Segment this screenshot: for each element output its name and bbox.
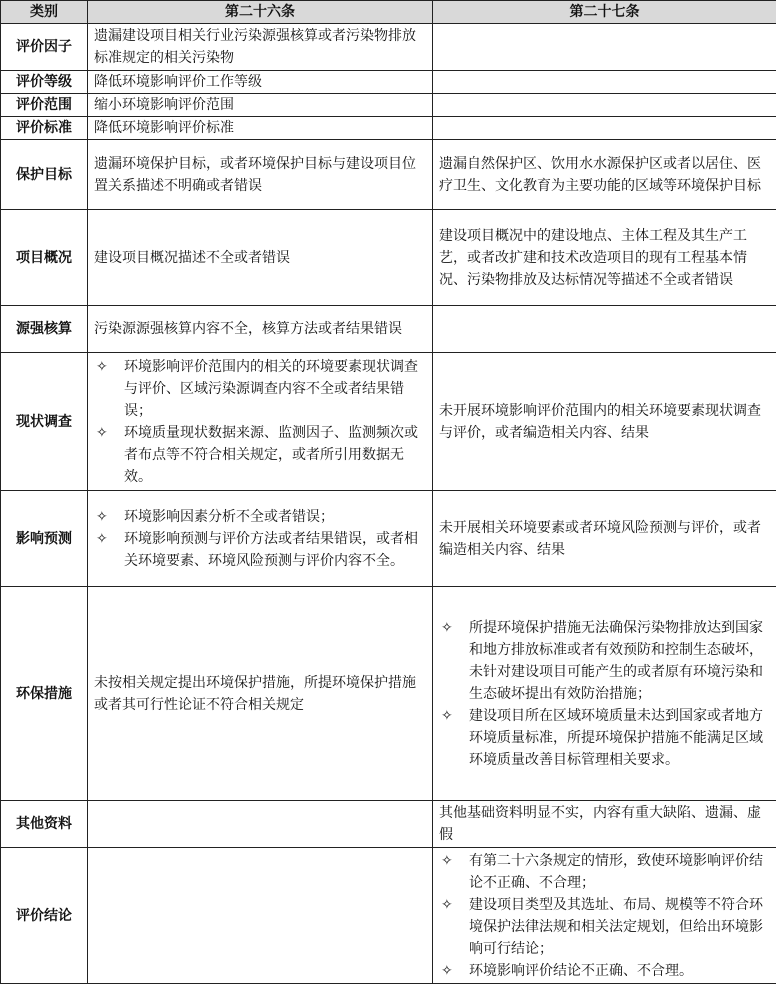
category-cell: 评价因子	[1, 24, 88, 71]
article-27-cell	[433, 24, 776, 71]
category-cell: 环保措施	[1, 587, 88, 801]
category-cell: 影响预测	[1, 491, 88, 587]
article-26-cell: 建设项目概况描述不全或者错误	[88, 210, 433, 306]
table-row	[1, 140, 776, 210]
bullet-item	[94, 356, 426, 422]
article-27-cell	[433, 848, 776, 984]
bullet-marker-icon: ✧	[96, 530, 108, 547]
category-cell: 评价结论	[1, 848, 88, 984]
table-row	[1, 848, 776, 984]
article-27-cell: 遗漏自然保护区、饮用水水源保护区或者以居住、医疗卫生、文化教育为主要功能的区域等环境保护目标	[433, 140, 776, 210]
category-cell: 源强核算	[1, 306, 88, 353]
bullet-marker-icon: ✧	[441, 852, 453, 869]
bullet-item	[94, 528, 426, 572]
article-26-cell: 缩小环境影响评价范围	[88, 94, 433, 117]
article-26-cell: 遗漏环境保护目标，或者环境保护目标与建设项目位置关系描述不明确或者错误	[88, 140, 433, 210]
article-27-cell	[433, 94, 776, 117]
article-27-cell	[433, 306, 776, 353]
table-row	[1, 801, 776, 848]
article-26-cell: 污染源源强核算内容不全，核算方法或者结果错误	[88, 306, 433, 353]
article-27-cell: 未开展环境影响评价范围内的相关环境要素现状调查与评价，或者编造相关内容、结果	[433, 353, 776, 491]
table-row	[1, 71, 776, 94]
table-row	[1, 491, 776, 587]
article-27-cell: 未开展相关环境要素或者环境风险预测与评价，或者编造相关内容、结果	[433, 491, 776, 587]
article-26-cell: 降低环境影响评价标准	[88, 117, 433, 140]
article-26-cell: 降低环境影响评价工作等级	[88, 71, 433, 94]
table-row	[1, 94, 776, 117]
bullet-text: 建设项目所在区域环境质量未达到国家或者地方环境质量标准，所提环境保护措施不能满足区域环境质量改善目标管理相关要求。	[469, 707, 763, 768]
bullet-marker-icon: ✧	[441, 619, 453, 636]
bullet-text: 建设项目类型及其选址、布局、规模等不符合环境保护法律法规和相关法定规划，但给出环境影响可行结论；	[469, 896, 763, 957]
bullet-marker-icon: ✧	[96, 358, 108, 375]
category-cell: 评价标准	[1, 117, 88, 140]
article-26-cell: 遗漏建设项目相关行业污染源强核算或者污染物排放标准规定的相关污染物	[88, 24, 433, 71]
article-27-cell: 建设项目概况中的建设地点、主体工程及其生产工艺，或者改扩建和技术改造项目的现有工程基本情况、污染物排放及达标情况等描述不全或者错误	[433, 210, 776, 306]
bullet-item	[439, 617, 770, 705]
category-cell: 保护目标	[1, 140, 88, 210]
bullet-text: 环境影响预测与评价方法或者结果错误，或者相关环境要素、环境风险预测与评价内容不全。	[124, 530, 418, 569]
table-row	[1, 210, 776, 306]
article-26-cell: 未按相关规定提出环境保护措施，所提环境保护措施或者其可行性论证不符合相关规定	[88, 587, 433, 801]
article-27-cell	[433, 117, 776, 140]
table-row	[1, 117, 776, 140]
bullet-marker-icon: ✧	[96, 508, 108, 525]
header-category: 类别	[1, 1, 88, 24]
article-26-cell	[88, 801, 433, 848]
header-article-26: 第二十六条	[88, 1, 433, 24]
bullet-text: 所提环境保护措施无法确保污染物排放达到国家和地方排放标准或者有效预防和控制生态破坏，未针对建设项目可能产生的或者原有环境污染和生态破坏提出有效防治措施；	[469, 619, 763, 702]
table-row	[1, 306, 776, 353]
bullet-marker-icon: ✧	[441, 896, 453, 913]
bullet-text: 环境影响评价结论不正确、不合理。	[469, 962, 693, 979]
bullet-text: 环境影响评价范围内的相关的环境要素现状调查与评价、区域污染源调查内容不全或者结果错误；	[124, 358, 418, 419]
article-26-cell	[88, 353, 433, 491]
table-row	[1, 587, 776, 801]
table-row	[1, 24, 776, 71]
bullet-item	[439, 705, 770, 771]
category-cell: 现状调查	[1, 353, 88, 491]
bullet-marker-icon: ✧	[441, 962, 453, 979]
article-27-cell	[433, 71, 776, 94]
article-26-cell	[88, 491, 433, 587]
bullet-item	[439, 960, 770, 982]
bullet-marker-icon: ✧	[441, 707, 453, 724]
bullet-text: 环境质量现状数据来源、监测因子、监测频次或者布点等不符合相关规定，或者所引用数据无效。	[124, 424, 418, 485]
table-row	[1, 353, 776, 491]
article-27-cell: 其他基础资料明显不实，内容有重大缺陷、遗漏、虚假	[433, 801, 776, 848]
bullet-item	[94, 506, 426, 528]
category-cell: 评价范围	[1, 94, 88, 117]
bullet-item	[94, 422, 426, 488]
header-article-27: 第二十七条	[433, 1, 776, 24]
header-row	[1, 1, 776, 24]
category-cell: 项目概况	[1, 210, 88, 306]
bullet-item	[439, 850, 770, 894]
article-27-cell	[433, 587, 776, 801]
bullet-item	[439, 894, 770, 960]
bullet-text: 环境影响因素分析不全或者错误；	[124, 508, 334, 525]
article-26-cell	[88, 848, 433, 984]
bullet-text: 有第二十六条规定的情形，致使环境影响评价结论不正确、不合理；	[469, 852, 763, 891]
bullet-marker-icon: ✧	[96, 424, 108, 441]
category-cell: 评价等级	[1, 71, 88, 94]
category-cell: 其他资料	[1, 801, 88, 848]
